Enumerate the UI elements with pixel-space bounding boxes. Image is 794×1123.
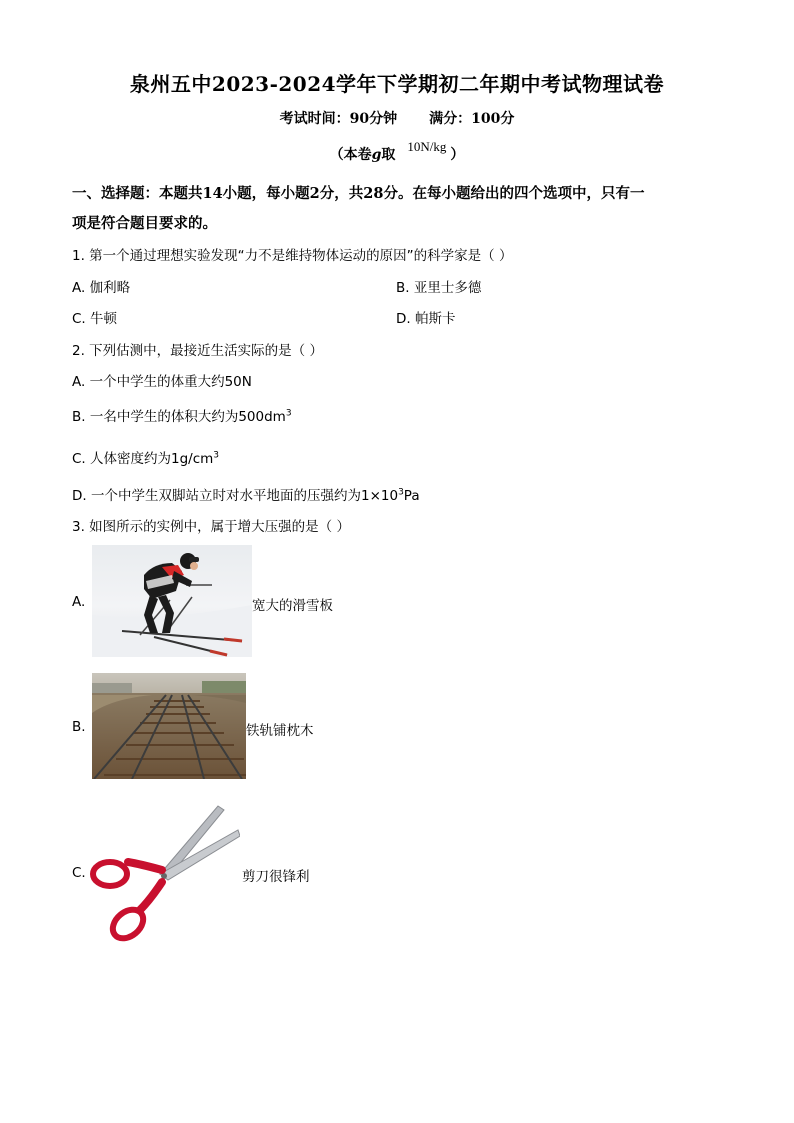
note-prefix: （本卷 — [329, 147, 372, 163]
question-2-option-d — [72, 484, 420, 504]
question-3-option-b-caption: 铁轨铺枕木 — [246, 723, 314, 739]
question-3-option-c-letter: C. — [72, 865, 86, 881]
question-3-option-a-caption: 宽大的滑雪板 — [252, 598, 333, 614]
question-2-option-c — [72, 447, 219, 467]
question-1-option-c: C. 牛顿 — [72, 311, 118, 327]
exam-time: 考试时间：90分钟 — [279, 111, 398, 127]
note-g: g — [371, 147, 382, 163]
question-1-option-b: B. 亚里士多德 — [396, 280, 482, 296]
question-1-option-a: A. 伽利略 — [72, 280, 131, 296]
page-title: 泉州五中2023-2024学年下学期初二年期中考试物理试卷 — [129, 72, 665, 96]
section-heading-line1: 一、选择题：本题共14小题，每小题2分，共28分。在每小题给出的四个选项中，只有一 — [72, 185, 645, 202]
question-3-option-b-letter: B. — [72, 719, 86, 735]
note-value: 10N/kg — [407, 139, 447, 154]
question-3-stem: 3. 如图所示的实例中，属于增大压强的是（ ） — [72, 519, 350, 535]
skier-image — [92, 545, 252, 657]
option-text: B. 一名中学生的体积大约为500dm — [72, 409, 286, 425]
question-3-option-a-letter: A. — [72, 594, 86, 610]
option-text: D. 一个中学生双脚站立时对水平地面的压强约为1×10 — [72, 488, 399, 504]
superscript: 3 — [398, 487, 404, 498]
question-2-option-b — [72, 405, 292, 425]
gravity-note — [0, 139, 794, 164]
note-mid: 取 — [381, 147, 396, 163]
question-1-option-d: D. 帕斯卡 — [396, 311, 456, 327]
scissors-image — [90, 804, 240, 944]
option-text: A. 一个中学生的体重大约50N — [72, 374, 252, 390]
superscript: 3 — [213, 450, 220, 461]
question-3-option-c-caption: 剪刀很锋利 — [242, 869, 310, 885]
full-score: 满分：100分 — [429, 111, 515, 127]
question-2-option-a — [72, 370, 252, 390]
note-suffix: ） — [450, 147, 465, 163]
question-2-stem: 2. 下列估测中，最接近生活实际的是（ ） — [72, 343, 323, 359]
section-heading-line2: 项是符合题目要求的。 — [72, 215, 217, 232]
exam-info — [0, 108, 794, 128]
question-1-stem: 1. 第一个通过理想实验发现“力不是维持物体运动的原因”的科学家是（ ） — [72, 248, 513, 264]
option-text: C. 人体密度约为1g/cm — [72, 451, 214, 467]
option-unit: Pa — [403, 488, 420, 504]
railway-image — [92, 673, 246, 779]
superscript: 3 — [285, 408, 292, 419]
